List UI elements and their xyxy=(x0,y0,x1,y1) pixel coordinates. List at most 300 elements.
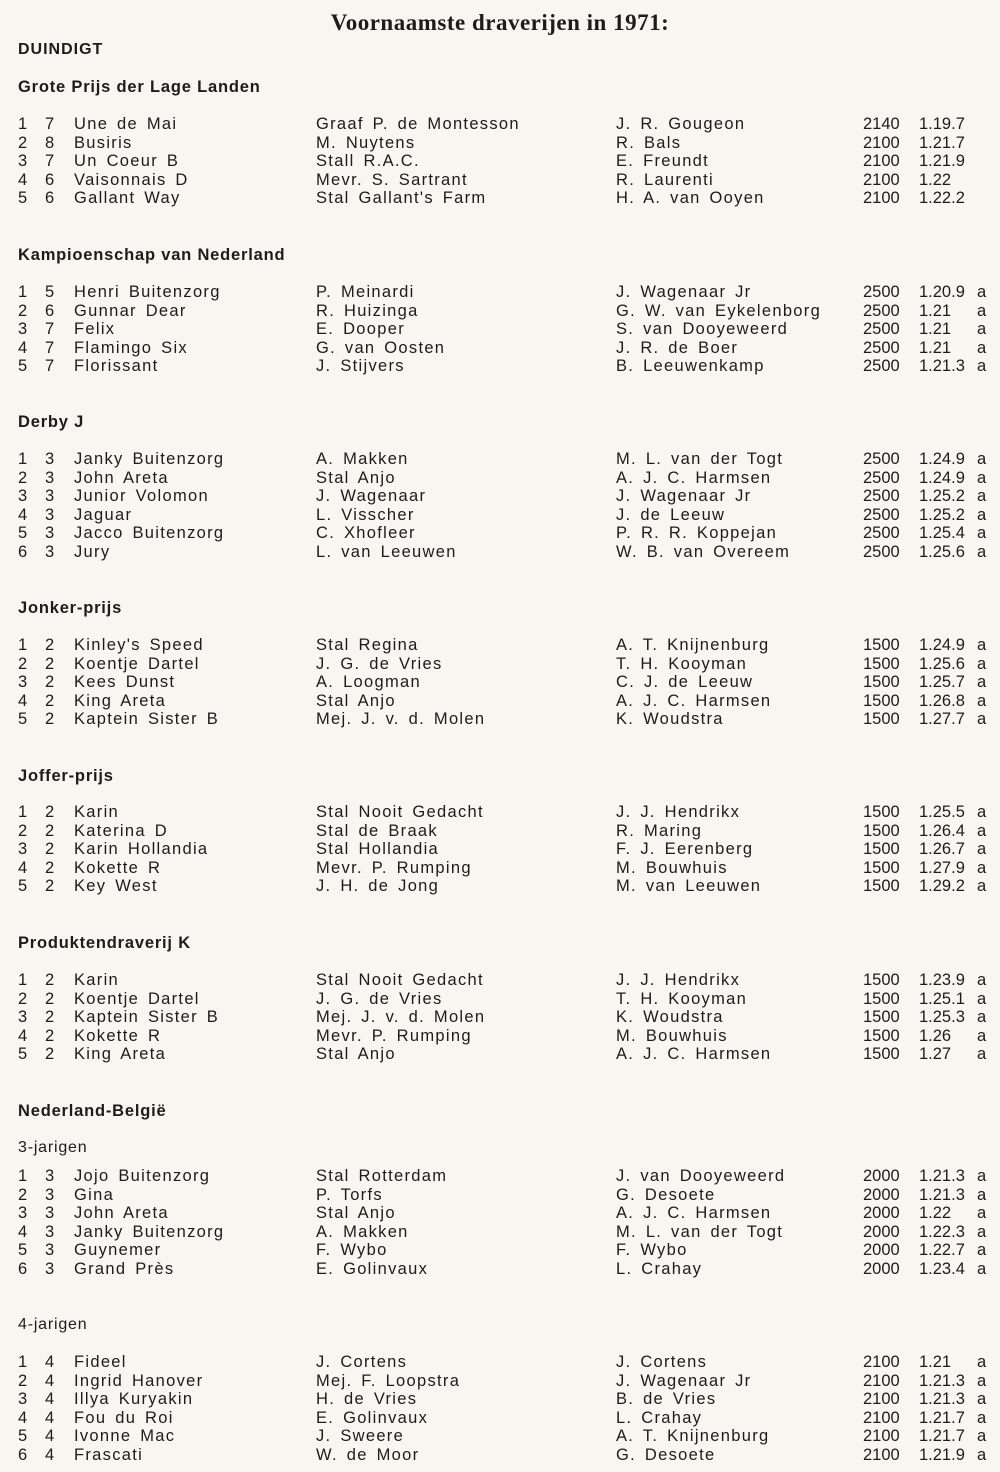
result-horse: Jury xyxy=(74,543,111,561)
result-owner: Mej. J. v. d. Molen xyxy=(316,1008,486,1027)
result-age: 3 xyxy=(45,1185,56,1204)
result-mark: a xyxy=(977,505,987,524)
result-time: 1.24.9 xyxy=(919,636,965,654)
result-driver: L. Crahay xyxy=(616,1260,703,1278)
result-row xyxy=(0,543,1000,562)
result-dist: 1500 xyxy=(863,821,900,840)
result-mark: a xyxy=(977,803,987,821)
result-time: 1.29.2 xyxy=(919,877,965,896)
result-time: 1.22 xyxy=(919,1204,952,1223)
result-driver: G. Desoete xyxy=(616,1185,716,1204)
subsection-title: 3-jarigen xyxy=(18,1139,88,1156)
result-mark: a xyxy=(977,283,987,301)
result-row xyxy=(0,692,1000,711)
result-owner: A. Loogman xyxy=(316,673,421,692)
venue-heading: DUINDIGT xyxy=(18,41,104,58)
result-mark: a xyxy=(977,1167,987,1185)
result-dist: 2000 xyxy=(863,1241,900,1260)
result-row xyxy=(0,320,1000,339)
result-pos: 2 xyxy=(18,1371,29,1390)
result-age: 2 xyxy=(45,803,56,821)
result-row xyxy=(0,1045,1000,1064)
result-driver: J. Wagenaar Jr xyxy=(616,487,752,506)
result-dist: 2100 xyxy=(863,152,900,171)
result-row xyxy=(0,487,1000,506)
result-owner: Stal Nooit Gedacht xyxy=(316,803,484,821)
result-time: 1.24.9 xyxy=(919,468,965,487)
result-row xyxy=(0,1186,1000,1205)
result-dist: 1500 xyxy=(863,1026,900,1045)
result-dist: 1500 xyxy=(863,1008,900,1027)
result-time: 1.27.9 xyxy=(919,858,965,877)
result-row xyxy=(0,450,1000,469)
result-dist: 1500 xyxy=(863,691,900,710)
result-dist: 2000 xyxy=(863,1260,900,1278)
result-time: 1.25.6 xyxy=(919,654,965,673)
result-row xyxy=(0,115,1000,134)
result-mark: a xyxy=(977,971,987,989)
result-age: 3 xyxy=(45,543,56,561)
result-row xyxy=(0,1241,1000,1260)
result-age: 2 xyxy=(45,710,56,729)
result-row xyxy=(0,803,1000,822)
result-dist: 1500 xyxy=(863,673,900,692)
result-time: 1.21.9 xyxy=(919,152,965,171)
result-age: 3 xyxy=(45,1204,56,1223)
result-row xyxy=(0,636,1000,655)
result-horse: Henri Buitenzorg xyxy=(74,283,221,301)
result-horse: Jacco Buitenzorg xyxy=(74,524,225,543)
result-time: 1.26.7 xyxy=(919,840,965,859)
result-dist: 2500 xyxy=(863,505,900,524)
result-row xyxy=(0,283,1000,302)
result-driver: R. Bals xyxy=(616,133,682,152)
result-owner: J. Sweere xyxy=(316,1427,405,1446)
result-mark: a xyxy=(977,524,987,543)
result-driver: C. J. de Leeuw xyxy=(616,673,754,692)
result-row xyxy=(0,1353,1000,1372)
result-age: 2 xyxy=(45,821,56,840)
result-time: 1.21.7 xyxy=(919,133,965,152)
result-pos: 2 xyxy=(18,654,29,673)
result-age: 2 xyxy=(45,1008,56,1027)
result-dist: 2100 xyxy=(863,133,900,152)
result-mark: a xyxy=(977,840,987,859)
result-owner: Stal Regina xyxy=(316,636,419,654)
result-dist: 1500 xyxy=(863,1045,900,1064)
result-owner: Stal Gallant's Farm xyxy=(316,189,487,208)
result-driver: J. Wagenaar Jr xyxy=(616,283,752,301)
result-driver: E. Freundt xyxy=(616,152,710,171)
result-pos: 2 xyxy=(18,821,29,840)
result-driver: A. T. Knijnenburg xyxy=(616,636,770,654)
result-pos: 2 xyxy=(18,133,29,152)
result-owner: P. Torfs xyxy=(316,1185,383,1204)
result-pos: 3 xyxy=(18,840,29,859)
result-owner: E. Golinvaux xyxy=(316,1260,429,1278)
result-time: 1.25.2 xyxy=(919,487,965,506)
result-mark: a xyxy=(977,989,987,1008)
result-time: 1.25.3 xyxy=(919,1008,965,1027)
result-dist: 2100 xyxy=(863,189,900,208)
result-dist: 2500 xyxy=(863,524,900,543)
result-dist: 1500 xyxy=(863,654,900,673)
result-pos: 1 xyxy=(18,1167,29,1185)
result-time: 1.20.9 xyxy=(919,283,965,301)
page-title: Voornaamste draverijen in 1971: xyxy=(330,10,670,35)
result-time: 1.23.9 xyxy=(919,971,965,989)
result-row xyxy=(0,822,1000,841)
result-pos: 1 xyxy=(18,283,29,301)
result-mark: a xyxy=(977,1026,987,1045)
result-dist: 2100 xyxy=(863,1427,900,1446)
result-age: 6 xyxy=(45,189,56,208)
result-driver: J. R. de Boer xyxy=(616,338,739,357)
result-pos: 6 xyxy=(18,1446,29,1464)
result-pos: 3 xyxy=(18,487,29,506)
result-mark: a xyxy=(977,691,987,710)
result-pos: 4 xyxy=(18,505,29,524)
result-driver: F. J. Eerenberg xyxy=(616,840,754,859)
result-dist: 2500 xyxy=(863,301,900,320)
result-horse: Ivonne Mac xyxy=(74,1427,176,1446)
result-mark: a xyxy=(977,1045,987,1064)
result-age: 4 xyxy=(45,1408,56,1427)
result-driver: K. Woudstra xyxy=(616,710,724,729)
result-horse: Karin xyxy=(74,971,120,989)
result-driver: H. A. van Ooyen xyxy=(616,189,765,208)
result-driver: K. Woudstra xyxy=(616,1008,724,1027)
result-owner: F. Wybo xyxy=(316,1241,388,1260)
result-driver: S. van Dooyeweerd xyxy=(616,320,789,339)
result-age: 5 xyxy=(45,283,56,301)
result-age: 4 xyxy=(45,1427,56,1446)
result-pos: 4 xyxy=(18,691,29,710)
result-dist: 2000 xyxy=(863,1167,900,1185)
result-dist: 1500 xyxy=(863,636,900,654)
result-pos: 5 xyxy=(18,1045,29,1064)
result-horse: Gunnar Dear xyxy=(74,301,187,320)
result-time: 1.25.7 xyxy=(919,673,965,692)
result-horse: Flamingo Six xyxy=(74,338,188,357)
result-horse: Ingrid Hanover xyxy=(74,1371,204,1390)
result-owner: Mej. F. Loopstra xyxy=(316,1371,461,1390)
result-age: 3 xyxy=(45,487,56,506)
result-age: 3 xyxy=(45,1167,56,1185)
result-dist: 2000 xyxy=(863,1204,900,1223)
result-driver: J. J. Hendrikx xyxy=(616,971,741,989)
result-horse: Une de Mai xyxy=(74,115,178,133)
result-horse: Kaptein Sister B xyxy=(74,710,220,729)
result-owner: Stal Anjo xyxy=(316,468,396,487)
result-dist: 1500 xyxy=(863,971,900,989)
result-horse: Fideel xyxy=(74,1353,127,1371)
result-row xyxy=(0,189,1000,208)
result-age: 3 xyxy=(45,450,56,468)
result-owner: Mevr. P. Rumping xyxy=(316,1026,472,1045)
result-mark: a xyxy=(977,673,987,692)
result-horse: Grand Près xyxy=(74,1260,175,1278)
result-mark: a xyxy=(977,1446,987,1464)
result-age: 2 xyxy=(45,858,56,877)
result-time: 1.22.3 xyxy=(919,1222,965,1241)
result-driver: B. de Vries xyxy=(616,1390,717,1409)
result-age: 3 xyxy=(45,1260,56,1278)
result-horse: King Areta xyxy=(74,1045,167,1064)
result-dist: 1500 xyxy=(863,877,900,896)
result-owner: W. de Moor xyxy=(316,1446,420,1464)
result-horse: John Areta xyxy=(74,1204,169,1223)
result-row xyxy=(0,1008,1000,1027)
result-time: 1.21.3 xyxy=(919,1390,965,1409)
result-age: 3 xyxy=(45,524,56,543)
result-mark: a xyxy=(977,1204,987,1223)
result-horse: Janky Buitenzorg xyxy=(74,450,225,468)
result-time: 1.21.3 xyxy=(919,1167,965,1185)
result-time: 1.21 xyxy=(919,1353,952,1371)
result-row xyxy=(0,134,1000,153)
result-driver: G. W. van Eykelenborg xyxy=(616,301,822,320)
result-driver: L. Crahay xyxy=(616,1408,703,1427)
result-pos: 3 xyxy=(18,1008,29,1027)
result-pos: 1 xyxy=(18,971,29,989)
result-mark: a xyxy=(977,450,987,468)
result-owner: Stal Anjo xyxy=(316,691,396,710)
result-dist: 2140 xyxy=(863,115,900,133)
result-row xyxy=(0,840,1000,859)
result-dist: 2500 xyxy=(863,338,900,357)
result-mark: a xyxy=(977,1371,987,1390)
result-horse: King Areta xyxy=(74,691,167,710)
result-horse: Frascati xyxy=(74,1446,144,1464)
result-driver: A. J. C. Harmsen xyxy=(616,1204,772,1223)
result-dist: 1500 xyxy=(863,989,900,1008)
result-age: 2 xyxy=(45,1045,56,1064)
result-driver: J. van Dooyeweerd xyxy=(616,1167,786,1185)
result-owner: Stal Anjo xyxy=(316,1204,396,1223)
result-age: 4 xyxy=(45,1390,56,1409)
result-owner: J. Cortens xyxy=(316,1353,408,1371)
result-pos: 5 xyxy=(18,189,29,208)
result-driver: J. J. Hendrikx xyxy=(616,803,741,821)
result-dist: 2500 xyxy=(863,450,900,468)
result-horse: Jaguar xyxy=(74,505,133,524)
result-owner: R. Huizinga xyxy=(316,301,419,320)
result-pos: 4 xyxy=(18,858,29,877)
result-row xyxy=(0,971,1000,990)
subsection-title: 4-jarigen xyxy=(18,1316,88,1333)
result-driver: M. van Leeuwen xyxy=(616,877,762,896)
section-title: Joffer-prijs xyxy=(18,767,114,785)
result-dist: 1500 xyxy=(863,840,900,859)
result-owner: Graaf P. de Montesson xyxy=(316,115,520,133)
result-driver: T. H. Kooyman xyxy=(616,654,748,673)
result-pos: 2 xyxy=(18,989,29,1008)
result-owner: Mevr. P. Rumping xyxy=(316,858,472,877)
result-driver: M. Bouwhuis xyxy=(616,1026,728,1045)
result-pos: 6 xyxy=(18,1260,29,1278)
result-row xyxy=(0,877,1000,896)
result-time: 1.26.4 xyxy=(919,821,965,840)
result-mark: a xyxy=(977,1408,987,1427)
result-mark: a xyxy=(977,654,987,673)
result-row xyxy=(0,302,1000,321)
result-age: 4 xyxy=(45,1446,56,1464)
result-pos: 5 xyxy=(18,357,29,376)
result-horse: Kokette R xyxy=(74,1026,162,1045)
result-driver: P. R. R. Koppejan xyxy=(616,524,778,543)
result-dist: 2000 xyxy=(863,1222,900,1241)
result-row xyxy=(0,1446,1000,1465)
result-row xyxy=(0,524,1000,543)
section-title: Grote Prijs der Lage Landen xyxy=(18,78,261,96)
result-driver: J. de Leeuw xyxy=(616,505,726,524)
result-row xyxy=(0,1204,1000,1223)
result-dist: 2100 xyxy=(863,1353,900,1371)
result-pos: 1 xyxy=(18,115,29,133)
result-driver: B. Leeuwenkamp xyxy=(616,357,765,376)
result-horse: Kokette R xyxy=(74,858,162,877)
result-owner: C. Xhofleer xyxy=(316,524,416,543)
result-horse: Felix xyxy=(74,320,116,339)
result-owner: Stal Nooit Gedacht xyxy=(316,971,484,989)
result-time: 1.26 xyxy=(919,1026,952,1045)
result-mark: a xyxy=(977,1260,987,1278)
result-pos: 5 xyxy=(18,710,29,729)
result-horse: Gina xyxy=(74,1185,115,1204)
result-driver: G. Desoete xyxy=(616,1446,716,1464)
result-horse: Gallant Way xyxy=(74,189,181,208)
result-owner: Stal de Braak xyxy=(316,821,438,840)
result-time: 1.21.3 xyxy=(919,357,965,376)
result-owner: E. Dooper xyxy=(316,320,405,339)
result-driver: J. Wagenaar Jr xyxy=(616,1371,752,1390)
result-dist: 2500 xyxy=(863,487,900,506)
result-time: 1.22 xyxy=(919,170,952,189)
result-time: 1.25.6 xyxy=(919,543,965,561)
result-horse: Junior Volomon xyxy=(74,487,209,506)
result-owner: P. Meinardi xyxy=(316,283,415,301)
result-dist: 2500 xyxy=(863,283,900,301)
result-driver: A. T. Knijnenburg xyxy=(616,1427,770,1446)
result-horse: Karin Hollandia xyxy=(74,840,209,859)
result-row xyxy=(0,1167,1000,1186)
result-time: 1.27.7 xyxy=(919,710,965,729)
result-mark: a xyxy=(977,877,987,896)
result-driver: M. Bouwhuis xyxy=(616,858,728,877)
result-mark: a xyxy=(977,338,987,357)
result-row xyxy=(0,990,1000,1009)
result-row xyxy=(0,357,1000,376)
result-time: 1.21 xyxy=(919,338,952,357)
result-mark: a xyxy=(977,1427,987,1446)
result-horse: Katerina D xyxy=(74,821,168,840)
result-owner: G. van Oosten xyxy=(316,338,446,357)
result-owner: L. Visscher xyxy=(316,505,415,524)
result-age: 7 xyxy=(45,357,56,376)
result-age: 2 xyxy=(45,654,56,673)
result-time: 1.21.3 xyxy=(919,1185,965,1204)
section-title: Nederland-België xyxy=(18,1102,167,1120)
result-pos: 4 xyxy=(18,338,29,357)
result-age: 2 xyxy=(45,636,56,654)
result-horse: John Areta xyxy=(74,468,169,487)
result-age: 7 xyxy=(45,320,56,339)
result-mark: a xyxy=(977,1353,987,1371)
result-dist: 2000 xyxy=(863,1185,900,1204)
result-pos: 5 xyxy=(18,877,29,896)
result-row xyxy=(0,1223,1000,1242)
result-pos: 4 xyxy=(18,1408,29,1427)
result-owner: A. Makken xyxy=(316,450,409,468)
result-pos: 1 xyxy=(18,450,29,468)
result-horse: Kaptein Sister B xyxy=(74,1008,220,1027)
result-age: 7 xyxy=(45,152,56,171)
result-row xyxy=(0,152,1000,171)
result-row xyxy=(0,1390,1000,1409)
result-age: 2 xyxy=(45,877,56,896)
result-time: 1.27 xyxy=(919,1045,952,1064)
result-age: 2 xyxy=(45,1026,56,1045)
result-pos: 4 xyxy=(18,1026,29,1045)
result-row xyxy=(0,1372,1000,1391)
result-row xyxy=(0,1260,1000,1279)
result-age: 4 xyxy=(45,1371,56,1390)
result-age: 2 xyxy=(45,673,56,692)
result-mark: a xyxy=(977,636,987,654)
result-time: 1.22.7 xyxy=(919,1241,965,1260)
result-pos: 3 xyxy=(18,673,29,692)
result-age: 6 xyxy=(45,170,56,189)
result-row xyxy=(0,1409,1000,1428)
result-dist: 2500 xyxy=(863,543,900,561)
result-age: 6 xyxy=(45,301,56,320)
result-mark: a xyxy=(977,301,987,320)
result-time: 1.21 xyxy=(919,320,952,339)
result-dist: 1500 xyxy=(863,710,900,729)
result-driver: R. Laurenti xyxy=(616,170,715,189)
result-driver: M. L. van der Togt xyxy=(616,1222,784,1241)
result-mark: a xyxy=(977,1390,987,1409)
result-pos: 2 xyxy=(18,301,29,320)
result-pos: 2 xyxy=(18,1185,29,1204)
section-title: Derby J xyxy=(18,413,85,431)
result-row xyxy=(0,1027,1000,1046)
result-driver: A. J. C. Harmsen xyxy=(616,691,772,710)
section-title: Produktendraverij K xyxy=(18,934,191,952)
result-driver: A. J. C. Harmsen xyxy=(616,468,772,487)
result-owner: Mej. J. v. d. Molen xyxy=(316,710,486,729)
result-dist: 2500 xyxy=(863,320,900,339)
result-time: 1.25.5 xyxy=(919,803,965,821)
result-horse: Janky Buitenzorg xyxy=(74,1222,225,1241)
result-age: 2 xyxy=(45,840,56,859)
result-dist: 2500 xyxy=(863,357,900,376)
result-pos: 5 xyxy=(18,524,29,543)
result-horse: Karin xyxy=(74,803,120,821)
result-mark: a xyxy=(977,487,987,506)
result-driver: R. Maring xyxy=(616,821,703,840)
result-dist: 1500 xyxy=(863,858,900,877)
result-driver: W. B. van Overeem xyxy=(616,543,791,561)
result-horse: Fou du Roi xyxy=(74,1408,174,1427)
result-mark: a xyxy=(977,710,987,729)
result-pos: 4 xyxy=(18,1222,29,1241)
result-pos: 2 xyxy=(18,468,29,487)
result-horse: Kinley's Speed xyxy=(74,636,204,654)
result-age: 2 xyxy=(45,989,56,1008)
result-time: 1.21.7 xyxy=(919,1408,965,1427)
